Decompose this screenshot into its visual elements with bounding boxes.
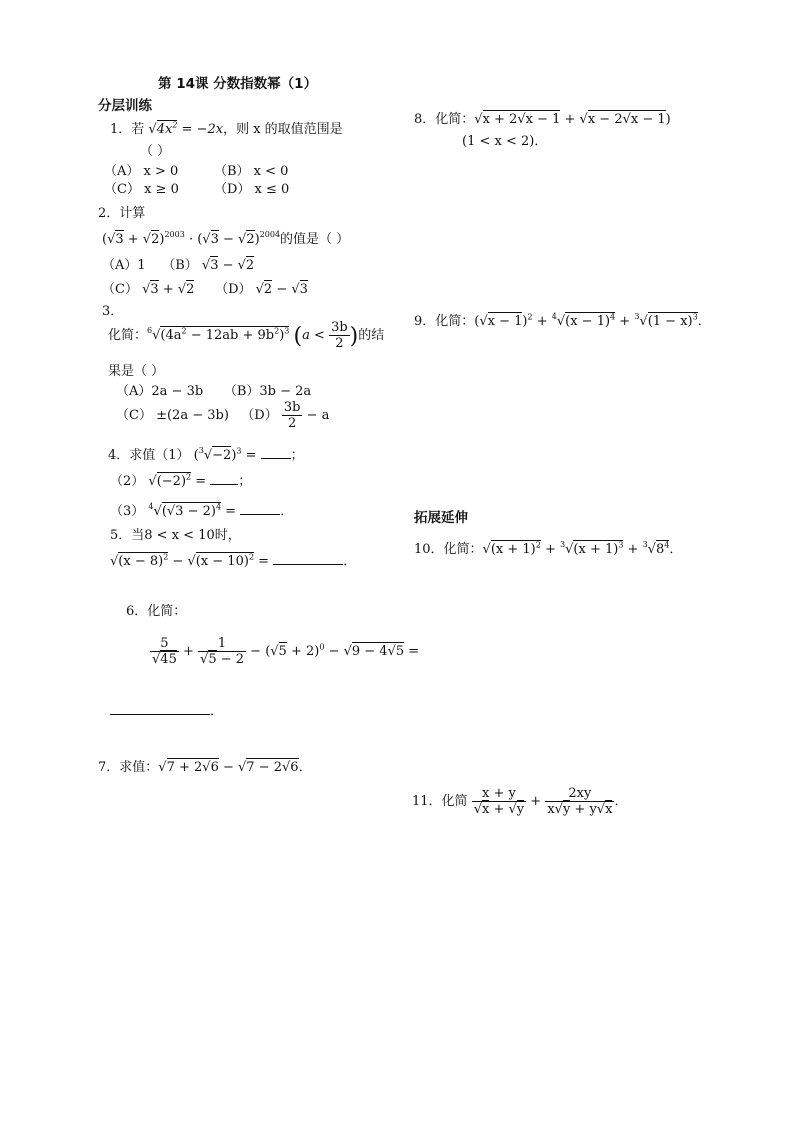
q10-expression: 10．化简：$√(x + 1)^2 + ^3√(x + 1)^3 + ^3√8^4$． xyxy=(414,540,683,557)
section-layered-training: 分层训练 xyxy=(98,98,152,114)
q4-part1: 4．求值（1） $(^3√-2)^3$ = ； xyxy=(108,446,304,463)
q4-part2: （2） $√(-2)^2$ = ； xyxy=(110,472,252,489)
q7-expression: 7．求值：√7 + 2√6 − √7 − 2√6． xyxy=(98,760,312,775)
q6-expression: $\frac{5}{√45}$ + $\frac{1}{√5 - 2}$ − $(√5 + 2)^0 - √9 - 4√5$ = xyxy=(152,636,420,667)
q5-expression: $√(x - 8)^2 - √(x - 10)^2$ = ． xyxy=(110,552,357,569)
q3-options-row1: （A）2a − 3b （B）3b − 2a xyxy=(116,384,312,399)
q1-number: 1．若 xyxy=(110,122,145,137)
q9-expression: 9．化简：$(√x - 1)^2 + ^4√(x - 1)^4 + ^3√(1 - x)^3$． xyxy=(414,312,711,329)
q11-expression: 11．化简 $\frac{x + y}{√x + √y}$ + $\frac{2xy}{x√y + y√x}$ ． xyxy=(412,786,628,817)
q6-answer-blank: ． xyxy=(110,700,223,719)
page-title: 第 14课 分数指数幂（1） xyxy=(158,76,318,92)
q3-options-row2: （C） ±(2a − 3b) （D） $\frac{3b}{2}$ − a xyxy=(116,400,330,431)
question-1: 1．若 $√4x^2 = -2x$，则 x 的取值范围是 xyxy=(110,120,343,137)
q3-number: 3． xyxy=(102,304,124,319)
section-extension: 拓展延伸 xyxy=(414,510,468,526)
q2-expression: $(√3 + √2)^{2003} \cdot (√3 - √2)^{2004}$的值是（ ） xyxy=(102,230,350,247)
q1-radicand: $4x^2$ xyxy=(156,120,178,137)
q8-condition: (1 < x < 2)． xyxy=(462,134,548,149)
q2-options-row2: （C） √3 + √2 （D） √2 − √3 xyxy=(102,282,308,297)
q1-option-c: （C） x ≥ 0 xyxy=(104,182,179,197)
q4-part3: （3） $^4√(√3 - 2)^4$ = ． xyxy=(110,502,294,519)
q1-equation: = −2x xyxy=(181,122,224,137)
q1-option-b: （B） x < 0 xyxy=(214,164,289,179)
q1-option-a: （A） x > 0 xyxy=(104,164,179,179)
q6-label: 6．化简： xyxy=(126,604,187,619)
q1-text: ，则 x 的取值范围是 xyxy=(223,122,343,137)
q3-expression: 化简：$^6√(4a^2 - 12ab + 9b^2)^3$ (a < $\frac{3b}{2}$ )的结 xyxy=(108,320,385,351)
q8-expression: 8．化简：√x + 2√x − 1 + √x − 2√x − 1) xyxy=(414,112,671,127)
q3-result: 果是（ ） xyxy=(108,364,165,379)
q1-option-d: （D） x ≤ 0 xyxy=(214,182,290,197)
q1-paren: （ ） xyxy=(140,144,171,159)
q5-condition: 5．当8 < x < 10时， xyxy=(110,528,241,543)
q2-options-row1: （A）1 （B） √3 − √2 xyxy=(102,258,255,273)
q2-label: 2．计算 xyxy=(98,206,146,221)
